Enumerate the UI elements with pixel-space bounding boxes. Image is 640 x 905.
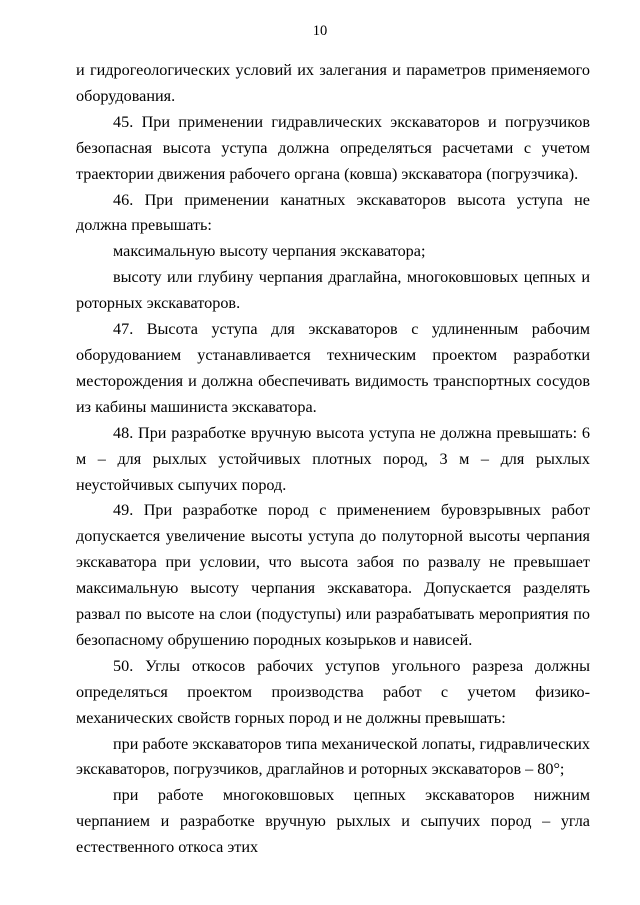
paragraph-46-item-2: высоту или глубину черпания драглайна, многоковшовых цепных и роторных экскаваторов. [76, 268, 590, 313]
page-bottom-divider [76, 899, 196, 900]
page-number: 10 [312, 23, 328, 39]
paragraph-continuation: и гидрогеологических условий их залегания и параметров применяемого оборудования. [76, 61, 590, 105]
document-body [76, 58, 590, 861]
paragraph-50-item-1: при работе экскаваторов типа механической лопаты, гидравлических экскаваторов, погрузчиков, драглайнов и роторных экскаваторов – 80°; [76, 734, 590, 779]
paragraph-46: 46. При применении канатных экскаваторов высота уступа не должна превышать: [76, 190, 590, 235]
paragraph-49: 49. При разработке пород с применением буровзрывных работ допускается увеличение высоты уступа до полуторной высоты черпания экскаватора при условии, что высота забоя по развалу не превышает максимальную высоту черпания экскаватора. Допускается разделять развал по высоте на слои (подуступы) или разрабатывать мероприятия по безопасному обрушению породных козырьков и нависей. [76, 501, 590, 649]
paragraph-50: 50. Углы откосов рабочих уступов угольного разреза должны определяться проектом производства работ с учетом физико-механических свойств горных пород и не должны превышать: [76, 656, 590, 727]
paragraph-50-item-2: при работе многоковшовых цепных экскаваторов нижним черпанием и разработке вручную рыхлых и сыпучих пород – угла естественного откоса этих [76, 786, 590, 857]
paragraph-48: 48. При разработке вручную высота уступа не должна превышать: 6 м – для рыхлых устойчивых плотных пород, 3 м – для рыхлых неустойчивых сыпучих пород. [76, 423, 590, 494]
paragraph-47: 47. Высота уступа для экскаваторов с удлиненным рабочим оборудованием устанавливается техническим проектом разработки месторождения и должна обеспечивать видимость транспортных сосудов из кабины машиниста экскаватора. [76, 320, 590, 416]
paragraph-46-item-1: максимальную высоту черпания экскаватора; [113, 242, 426, 261]
paragraph-45: 45. При применении гидравлических экскаваторов и погрузчиков безопасная высота уступа должна определяться расчетами с учетом траектории движения рабочего органа (ковша) экскаватора (погрузчика). [76, 112, 590, 183]
